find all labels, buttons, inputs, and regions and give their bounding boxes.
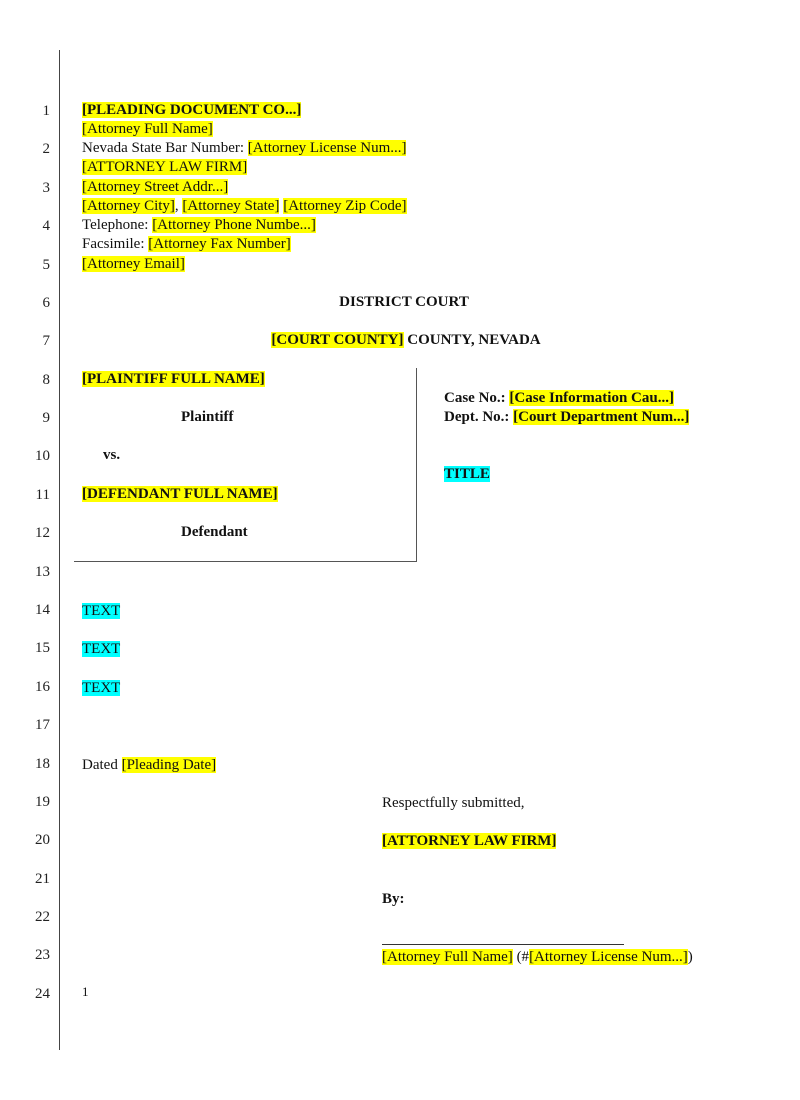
court-county-field[interactable]: [COURT COUNTY] [271, 332, 404, 348]
versus-label: vs. [103, 447, 121, 463]
phone-field[interactable]: [Attorney Phone Numbe...] [152, 217, 316, 233]
case-number-field[interactable]: [Case Information Cau...] [509, 390, 674, 406]
line-number: 12 [35, 525, 50, 541]
line-number: 10 [35, 448, 50, 464]
court-name: DISTRICT COURT [339, 294, 469, 310]
line-number: 23 [35, 947, 50, 963]
zip-field[interactable]: [Attorney Zip Code] [283, 198, 407, 214]
closing-text: Respectfully submitted, [382, 795, 525, 811]
city-separator: , [174, 198, 183, 214]
body-text-field[interactable]: TEXT [82, 680, 121, 696]
line-number: 6 [42, 295, 50, 311]
line-number: 19 [35, 794, 50, 810]
doc-code-field[interactable]: [PLEADING DOCUMENT CO...] [82, 102, 302, 118]
body-text-field[interactable]: TEXT [82, 641, 121, 657]
dept-number-label: Dept. No.: [444, 409, 514, 425]
document-title-field[interactable]: TITLE [444, 466, 490, 482]
county-suffix: COUNTY, NEVADA [403, 332, 541, 348]
fax-field[interactable]: [Attorney Fax Number] [148, 236, 291, 252]
license-suffix: ) [687, 949, 693, 965]
fax-label: Facsimile: [82, 236, 149, 252]
city-field[interactable]: [Attorney City] [82, 198, 175, 214]
bar-number-field[interactable]: [Attorney License Num...] [247, 140, 407, 156]
dept-number-field[interactable]: [Court Department Num...] [513, 409, 690, 425]
line-number: 22 [35, 909, 50, 925]
line-number: 3 [42, 180, 50, 196]
body-text-field[interactable]: TEXT [82, 603, 121, 619]
by-label: By: [382, 891, 405, 907]
attorney-name-field[interactable]: [Attorney Full Name] [82, 121, 213, 137]
defendant-label: Defendant [181, 524, 248, 540]
line-number: 5 [42, 257, 50, 273]
defendant-name-field[interactable]: [DEFENDANT FULL NAME] [82, 486, 278, 502]
case-number-label: Case No.: [444, 390, 510, 406]
signature-name-field[interactable]: [Attorney Full Name] [382, 949, 513, 965]
line-number: 9 [42, 410, 50, 426]
case-number-line [444, 389, 674, 408]
court-county-line [0, 331, 800, 350]
phone-label: Telephone: [82, 217, 153, 233]
line-number: 2 [42, 141, 50, 157]
line-number: 17 [35, 717, 50, 733]
license-prefix: (# [512, 949, 530, 965]
line-number: 16 [35, 679, 50, 695]
law-firm-field[interactable]: [ATTORNEY LAW FIRM] [82, 159, 248, 175]
line-number: 8 [42, 372, 50, 388]
signature-license-field[interactable]: [Attorney License Num...] [529, 949, 688, 965]
line-number: 14 [35, 602, 50, 618]
signature-firm-field[interactable]: [ATTORNEY LAW FIRM] [382, 833, 557, 849]
line-number: 7 [42, 333, 50, 349]
line-number: 20 [35, 832, 50, 848]
line-number: 1 [42, 103, 50, 119]
signature-name-line [382, 948, 693, 967]
line-number: 24 [35, 986, 50, 1002]
plaintiff-label: Plaintiff [181, 409, 234, 425]
margin-rule [59, 50, 60, 1050]
line-number: 21 [35, 871, 50, 887]
pleading-date-field[interactable]: [Pleading Date] [121, 757, 217, 773]
signature-line[interactable] [382, 944, 624, 945]
dated-line [82, 756, 216, 775]
dated-label: Dated [82, 757, 122, 773]
street-field[interactable]: [Attorney Street Addr...] [82, 179, 229, 195]
page-number: 1 [82, 984, 89, 999]
line-number: 13 [35, 564, 50, 580]
state-field[interactable]: [Attorney State] [182, 198, 280, 214]
bar-number-label: Nevada State Bar Number: [82, 140, 248, 156]
plaintiff-name-field[interactable]: [PLAINTIFF FULL NAME] [82, 371, 265, 387]
line-number: 15 [35, 640, 50, 656]
line-number: 11 [35, 487, 50, 503]
email-field[interactable]: [Attorney Email] [82, 256, 185, 272]
line-number: 18 [35, 756, 50, 772]
dept-number-line [444, 408, 689, 427]
line-number: 4 [42, 218, 50, 234]
